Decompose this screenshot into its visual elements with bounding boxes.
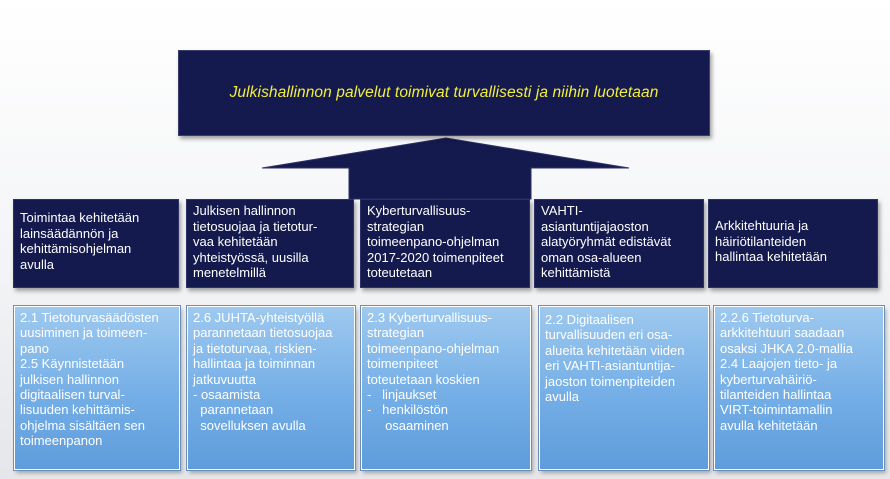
area-box-4: VAHTI- asiantuntijajaoston alatyöryhmät edistävät oman osa-alueen kehittämistä bbox=[534, 199, 704, 288]
arrow-shape bbox=[262, 138, 629, 199]
measure-bullet: - henkilöstön osaaminen bbox=[367, 402, 449, 433]
measure-box-5 bbox=[714, 306, 884, 470]
measure-box-1 bbox=[14, 306, 180, 470]
measure-text: 2.6 JUHTA-yhteistyöllä parannetaan tietosuojaa ja tietoturvaa, riskien- hallintaa ja toiminnan jatkuvuutta bbox=[193, 310, 333, 387]
measure-text: 2.5 Käynnistetään julkisen hallinnon digitaalisen turval- lisuuden kehittämis- ohjelma sisältäen sen toimeenpanon bbox=[20, 356, 146, 449]
goal-box bbox=[178, 50, 710, 136]
measure-text: - osaamista parannetaan sovelluksen avulla bbox=[193, 387, 306, 433]
goal-text: Julkishallinnon palvelut toimivat turvallisesti ja niihin luotetaan bbox=[229, 84, 659, 101]
measure-text: 2.1 Tietoturvasäädösten uusiminen ja toimeen- pano bbox=[20, 310, 159, 356]
measure-text: 2.4 Laajojen tieto- ja kyberturvahäiriö- tilanteiden hallintaa VIRT-toimintamallin avulla kehitetään bbox=[720, 356, 838, 433]
measure-box-4 bbox=[539, 306, 709, 470]
measure-box-2 bbox=[187, 306, 355, 470]
measure-text: 2.3 Kyberturvallisuus- strategian toimeenpano-ohjelman toimenpiteet toteutetaan koskien bbox=[367, 310, 500, 387]
measure-text: 2.2.6 Tietoturva- arkkitehtuuri saadaan osaksi JHKA 2.0-mallia bbox=[720, 310, 853, 356]
area-box-1: Toimintaa kehitetään lainsäädännön ja kehittämisohjelman avulla bbox=[13, 199, 179, 288]
area-box-5: Arkkitehtuuria ja häiriötilanteiden hallintaa kehitetään bbox=[708, 199, 878, 288]
area-box-3: Kyberturvallisuus- strategian toimeenpano-ohjelman 2017-2020 toimenpiteet toteutetaan bbox=[360, 199, 530, 288]
area-box-2: Julkisen hallinnon tietosuojaa ja tietotur- vaa kehitetään yhteistyössä, uusilla menetelmillä bbox=[186, 199, 354, 288]
measure-bullet: - linjaukset bbox=[367, 387, 437, 403]
measure-box-3 bbox=[361, 306, 531, 470]
measure-text: 2.2 Digitaalisen turvallisuuden eri osa- alueita kehitetään viiden eri VAHTI-asiantuntija- jaoston toimenpiteiden avulla bbox=[545, 312, 685, 405]
